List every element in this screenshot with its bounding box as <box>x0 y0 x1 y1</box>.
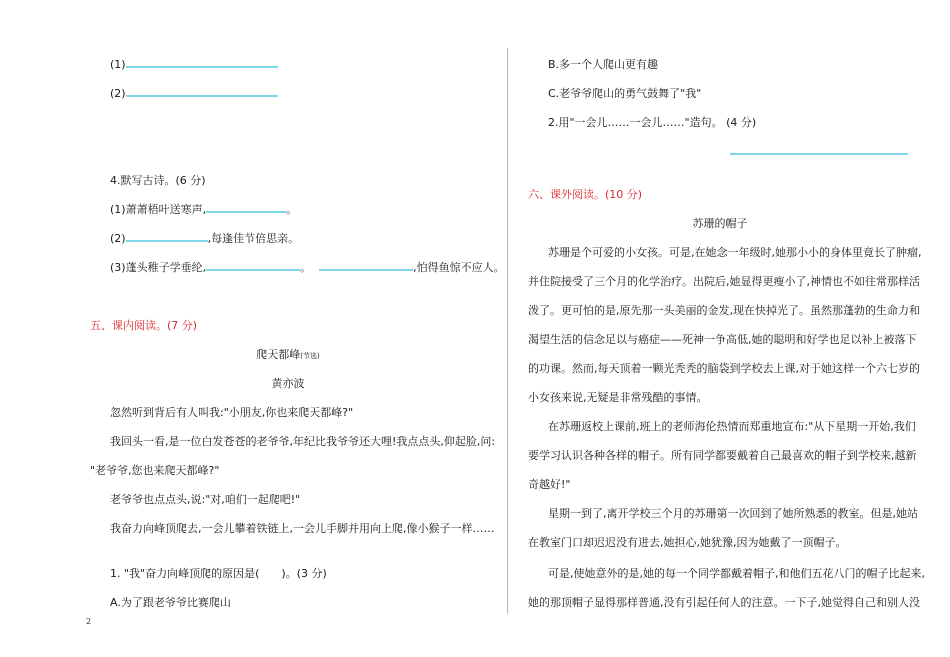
story-line: 渴望生活的信念足以与癌症——死神一争高低,她的聪明和好学也足以补上被落下 <box>528 333 917 346</box>
answer-line-q2 <box>730 144 908 160</box>
poem-text: (1)萧萧梧叶送寒声, <box>110 203 207 216</box>
option-c: C.老爷爷爬山的勇气鼓舞了"我" <box>548 87 702 100</box>
fill-blank[interactable] <box>126 232 208 242</box>
fill-blank[interactable] <box>126 58 278 68</box>
story-line: 奇越好!" <box>528 478 571 491</box>
reading-title-text: 爬天都峰 <box>256 348 301 361</box>
question-4-title: 4.默写古诗。(6 分) <box>110 174 206 187</box>
question-text: )。(3 分) <box>281 567 327 580</box>
reading-paragraph-2-line-1: 我回头一看,是一位白发苍苍的老爷爷,年纪比我爷爷还大哩!我点点头,仰起脸,问: <box>110 435 496 448</box>
section-6-heading: 六、课外阅读。(10 分) <box>528 188 643 201</box>
reading-title <box>90 347 486 364</box>
poem-text: ,每逢佳节倍思亲。 <box>207 232 300 245</box>
reading-title-note: (节选) <box>300 352 320 360</box>
story-line: 在苏珊返校上课前,班上的老师海伦热情而郑重地宣布:"从下星期一开始,我们 <box>548 420 916 433</box>
answer-line-1 <box>110 57 278 73</box>
story-line: 她的那顶帽子显得那样普通,没有引起任何人的注意。一下子,她觉得自己和别人没 <box>528 596 920 609</box>
blank-label: (1) <box>110 58 126 71</box>
story-line: 的功课。然而,每天顶着一颗光秃秃的脑袋到学校去上课,对于她这样一个六七岁的 <box>528 362 920 375</box>
reading-author: 黄亦波 <box>271 377 305 390</box>
story-line: 小女孩来说,无疑是非常残酷的事情。 <box>528 391 708 404</box>
fill-blank[interactable] <box>206 203 286 213</box>
option-b: B.多一个人爬山更有趣 <box>548 58 659 71</box>
story-title: 苏珊的帽子 <box>692 217 748 230</box>
answer-line-2 <box>110 86 278 102</box>
reading-paragraph-1: 忽然听到背后有人叫我:"小朋友,你也来爬天都峰?" <box>110 406 354 419</box>
section-5-heading: 五、课内阅读。(7 分) <box>90 319 198 332</box>
poem-line-3 <box>110 260 505 276</box>
story-line: 要学习认识各种各样的帽子。所有同学都要戴着自己最喜欢的帽子到学校来,越新 <box>528 449 917 462</box>
poem-text: 。 <box>300 261 312 274</box>
column-divider <box>507 48 508 614</box>
reading-paragraph-3: 老爷爷也点点头,说:"对,咱们一起爬吧!" <box>110 493 301 506</box>
question-2: 2.用"一会儿……一会儿……"造句。 (4 分) <box>548 116 757 129</box>
reading-paragraph-4: 我奋力向峰顶爬去,一会儿攀着铁链上,一会儿手脚并用向上爬,像小猴子一样…… <box>110 522 495 535</box>
fill-blank[interactable] <box>319 261 413 271</box>
option-a: A.为了跟老爷爷比赛爬山 <box>110 596 231 609</box>
poem-text: 。 <box>286 203 298 216</box>
story-line: 可是,使她意外的是,她的每一个同学都戴着帽子,和他们五花八门的帽子比起来, <box>548 567 925 580</box>
story-line: 并住院接受了三个月的化学治疗。出院后,她显得更瘦小了,神情也不如往常那样活 <box>528 275 920 288</box>
poem-line-2 <box>110 231 299 247</box>
fill-blank[interactable] <box>126 87 278 97</box>
poem-line-1 <box>110 202 297 218</box>
blank-label: (2) <box>110 87 126 100</box>
poem-text: (2) <box>110 232 126 245</box>
question-text: 1. "我"奋力向峰顶爬的原因是( <box>110 567 260 580</box>
poem-text: ,怕得鱼惊不应人。 <box>413 261 505 274</box>
story-line: 星期一到了,离开学校三个月的苏珊第一次回到了她所熟悉的教室。但是,她站 <box>548 507 918 520</box>
story-line: 苏珊是个可爱的小女孩。可是,在她念一年级时,她那小小的身体里竟长了肿瘤, <box>548 246 922 259</box>
page-number: 2 <box>86 617 92 626</box>
question-1 <box>110 566 327 582</box>
fill-blank[interactable] <box>730 145 908 155</box>
fill-blank[interactable] <box>206 261 300 271</box>
story-line: 在教室门口却迟迟没有进去,她担心,她犹豫,因为她戴了一顶帽子。 <box>528 536 847 549</box>
story-line: 泼了。更可怕的是,原先那一头美丽的金发,现在快掉光了。虽然那蓬勃的生命力和 <box>528 304 920 317</box>
reading-paragraph-2-line-2: "老爷爷,您也来爬天都峰?" <box>90 464 220 477</box>
poem-text: (3)蓬头稚子学垂纶, <box>110 261 207 274</box>
